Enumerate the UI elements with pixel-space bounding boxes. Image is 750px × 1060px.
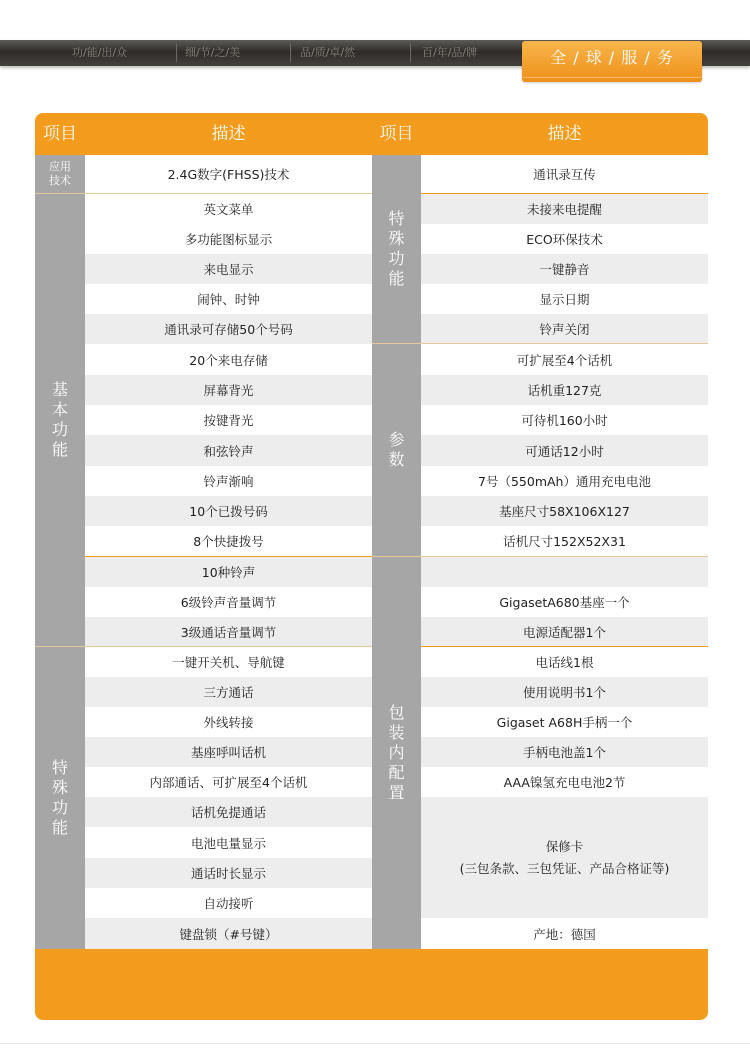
banner-divider xyxy=(290,44,291,62)
right-row: ECO环保技术 xyxy=(421,224,708,254)
category-package-contents xyxy=(372,557,421,949)
left-row: 3级通话音量调节 xyxy=(85,617,372,646)
category-label: 应用技术 xyxy=(49,160,71,187)
warranty-card-row xyxy=(421,797,708,918)
page-bottom-divider xyxy=(0,1043,750,1044)
left-row: 闹钟、时钟 xyxy=(85,284,372,314)
section-divider xyxy=(35,646,372,647)
banner-item-details[interactable]: 细/节/之/美 xyxy=(185,46,241,59)
right-row: 产地：德国 xyxy=(421,918,708,949)
warranty-card-label: 保修卡 xyxy=(545,838,584,854)
category-special-functions-left xyxy=(35,647,85,949)
left-row: 英文菜单 xyxy=(85,194,372,224)
section-divider xyxy=(35,193,372,194)
header-item-left: 项目 xyxy=(43,124,77,144)
category-special-functions-right xyxy=(372,155,421,343)
banner-divider xyxy=(410,44,411,62)
section-divider xyxy=(372,556,708,557)
right-row: 通讯录互传 xyxy=(421,155,708,193)
category-label: 特殊功能 xyxy=(388,209,405,288)
left-row: 10个已拨号码 xyxy=(85,496,372,526)
left-row: 2.4G数字(FHSS)技术 xyxy=(85,155,372,193)
right-row: GigasetA680基座一个 xyxy=(421,587,708,617)
left-row: 8个快捷拨号 xyxy=(85,526,372,556)
left-row: 通话时长显示 xyxy=(85,858,372,888)
left-row: 三方通话 xyxy=(85,677,372,707)
left-row: 电池电量显示 xyxy=(85,827,372,858)
right-row: 可通话12小时 xyxy=(421,435,708,466)
left-row: 屏幕背光 xyxy=(85,375,372,405)
left-row: 基座呼叫话机 xyxy=(85,737,372,767)
left-row: 和弦铃声 xyxy=(85,435,372,466)
banner-item-features[interactable]: 功/能/出/众 xyxy=(72,46,128,59)
left-row: 6级铃声音量调节 xyxy=(85,587,372,617)
left-row: 外线转接 xyxy=(85,707,372,737)
left-row: 内部通话、可扩展至4个话机 xyxy=(85,767,372,797)
left-row: 键盘锁（#号键） xyxy=(85,918,372,949)
banner-divider xyxy=(176,44,177,62)
left-row: 通讯录可存储50个号码 xyxy=(85,314,372,344)
right-row: 一键静音 xyxy=(421,254,708,284)
right-row: 显示日期 xyxy=(421,284,708,314)
left-row: 按键背光 xyxy=(85,405,372,435)
right-row-empty xyxy=(421,557,708,587)
category-basic-functions xyxy=(35,194,85,646)
left-row: 一键开关机、导航键 xyxy=(85,647,372,677)
right-row: 电话线1根 xyxy=(421,647,708,677)
left-row: 20个来电存储 xyxy=(85,344,372,375)
right-row: Gigaset A68H手柄一个 xyxy=(421,707,708,737)
category-label: 包装内配置 xyxy=(388,703,405,802)
left-row: 10种铃声 xyxy=(85,557,372,587)
category-label: 参数 xyxy=(388,430,405,469)
right-row: 可扩展至4个话机 xyxy=(421,344,708,375)
category-parameters xyxy=(372,344,421,556)
right-row: 可待机160小时 xyxy=(421,405,708,435)
section-divider xyxy=(372,343,708,344)
warranty-card-detail: (三包条款、三包凭证、产品合格证等) xyxy=(459,860,670,876)
category-label: 特殊功能 xyxy=(51,758,68,837)
right-row: 使用说明书1个 xyxy=(421,677,708,707)
header-desc-left: 描述 xyxy=(211,124,246,144)
left-row: 多功能图标显示 xyxy=(85,224,372,254)
right-row: 手柄电池盖1个 xyxy=(421,737,708,767)
right-row: 话机尺寸152X52X31 xyxy=(421,526,708,556)
right-row: 铃声关闭 xyxy=(421,314,708,343)
left-row: 自动接听 xyxy=(85,888,372,918)
right-row: AAA镍氢充电电池2节 xyxy=(421,767,708,797)
left-row: 来电显示 xyxy=(85,254,372,284)
header-desc-right: 描述 xyxy=(547,124,582,144)
right-row: 未接来电提醒 xyxy=(421,194,708,224)
category-label: 基本功能 xyxy=(51,380,68,459)
left-row: 话机免提通话 xyxy=(85,797,372,827)
banner-item-brand[interactable]: 百/年/品/牌 xyxy=(422,46,478,59)
right-row: 基座尺寸58X106X127 xyxy=(421,496,708,526)
left-row: 铃声渐响 xyxy=(85,466,372,496)
header-item-right: 项目 xyxy=(379,124,414,144)
right-row: 电源适配器1个 xyxy=(421,617,708,646)
global-service-tab[interactable]: 全 / 球 / 服 / 务 xyxy=(522,41,702,82)
banner-item-quality[interactable]: 品/质/卓/然 xyxy=(300,46,356,59)
category-app-tech xyxy=(35,155,85,193)
right-row: 话机重127克 xyxy=(421,375,708,405)
right-row: 7号（550mAh）通用充电电池 xyxy=(421,466,708,496)
